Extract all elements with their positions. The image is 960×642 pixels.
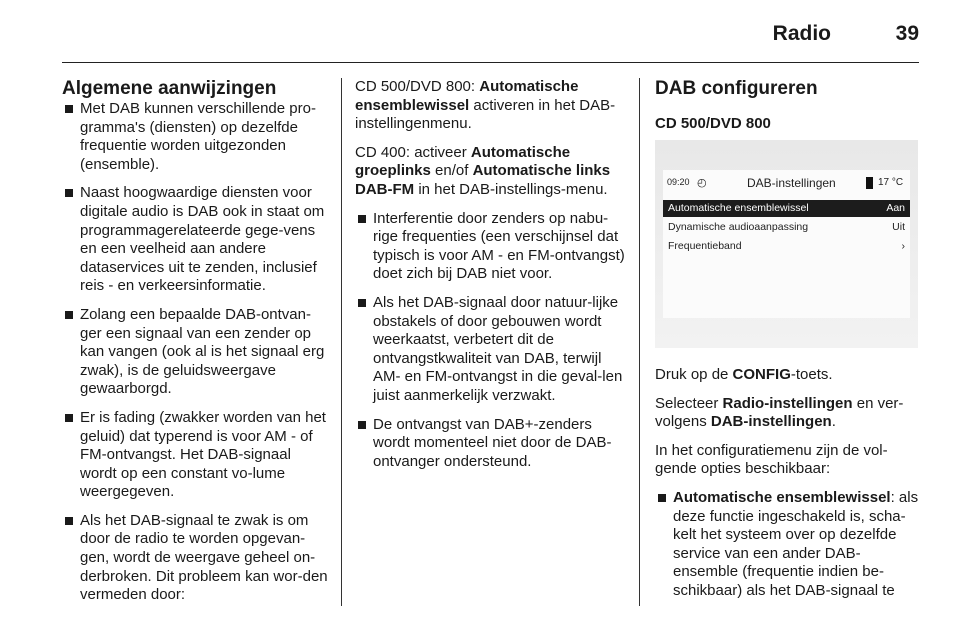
display-title: DAB-instellingen [747, 176, 836, 190]
list-item: Met DAB kunnen verschillende pro-gramma's (diensten) op dezelfde frequentie worden uitgezonden (ensemble). [62, 100, 330, 174]
text: CD 400: activeer [355, 143, 471, 161]
column-divider [341, 78, 342, 606]
list-item: Als het DAB-signaal te zwak is om door de radio te worden opgevan-gen, wordt de weergave geheel on-derbroken. Dit probleem kan wor-den vermeden door: [62, 512, 330, 605]
paragraph-config [655, 366, 923, 385]
menu-item-label: Dynamische audioaanpassing [668, 221, 809, 233]
list-item: Interferentie door zenders op nabu-rige frequenties (een verschijnsel dat typisch is voor AM - en FM-ontvangst) doet zich bij DAB niet voor. [355, 210, 625, 284]
list-item: Zolang een bepaalde DAB-ontvan-ger een signaal van een zender op kan vangen (ook al is het signaal erg zwak), is de geluidsweergave gewaarborgd. [62, 306, 330, 399]
term: Automatische ensemblewissel [673, 488, 891, 506]
subheading-model: CD 500/DVD 800 [655, 115, 771, 132]
page-header [62, 0, 919, 63]
text: . [831, 413, 836, 431]
text: en/of [430, 162, 473, 180]
paragraph-cd400 [355, 144, 625, 200]
term: Radio-instellingen [722, 394, 853, 412]
text: en ver-volgens [655, 394, 904, 431]
chevron-right-icon: › [901, 240, 905, 252]
text: : als deze functie ingeschakeld is, scha-kelt het systeem over op dezelfde service van een ander DAB-ensemble (frequentie indien be-schikbaar) als het DAB-signaal te [673, 488, 919, 599]
term: DAB-instellingen [710, 413, 832, 431]
list-item: Naast hoogwaardige diensten voor digitale audio is DAB ook in staat om programmagerelateerde gege-vens en een veelheid aan andere dataservices uit te zenden, inclusief reis - en verkeersinformatie. [62, 184, 330, 296]
text: -toets. [790, 366, 833, 383]
menu-item-value: Aan [886, 202, 905, 214]
display-panel [663, 170, 910, 318]
menu-item-frequency-band[interactable] [663, 238, 910, 255]
menu-item-dynamic-audio[interactable] [663, 219, 910, 236]
column-right-text [655, 366, 923, 611]
paragraph-select [655, 395, 923, 432]
column-divider [639, 78, 640, 606]
text: Druk op de [655, 366, 733, 383]
clock-time: 09:20 [667, 177, 690, 187]
list-item: Er is fading (zwakker worden van het geluid) dat typerend is voor AM - of FM-ontvangst. Het DAB-signaal wordt op een constant vo-lume weergegeven. [62, 409, 330, 502]
column-middle [355, 78, 625, 481]
list-item: De ontvangst van DAB+-zenders wordt momenteel niet door de DAB-ontvanger ondersteund. [355, 416, 625, 472]
menu-item-label: Automatische ensemblewissel [668, 202, 809, 214]
term: Automatische groeplinks [355, 143, 571, 180]
text: Selecteer [655, 394, 723, 412]
list-item [655, 489, 923, 601]
paragraph-cd500 [355, 78, 625, 134]
menu-item-label: Frequentieband [668, 240, 742, 252]
text: activeren in het DAB-instellingenmenu. [355, 96, 616, 133]
page-number: 39 [895, 22, 919, 45]
paragraph-options: In het configuratiemenu zijn de vol-gende opties beschikbaar: [655, 441, 888, 478]
column-left [62, 78, 330, 615]
dab-settings-screenshot [655, 140, 918, 348]
text: in het DAB-instellings-menu. [414, 180, 608, 198]
menu-item-auto-ensemble[interactable] [663, 200, 910, 217]
heading-general: Algemene aanwijzingen [62, 78, 277, 99]
list-item: Als het DAB-signaal door natuur-lijke obstakels of door gebouwen wordt weerkaatst, verbetert dit de ontvangstkwaliteit van DAB, terwijl AM- en FM-ontvangst in die geval-len juist aanmerkelijk verzwakt. [355, 294, 625, 406]
battery-icon [866, 177, 873, 189]
term: CONFIG [732, 366, 791, 383]
text: CD 500/DVD 800: [355, 78, 480, 95]
term: Automatische ensemblewissel [355, 78, 579, 114]
menu-item-value: Uit [892, 221, 905, 233]
temperature: 17 °C [878, 177, 904, 188]
display-status-bar [663, 176, 910, 192]
clock-icon: ◴ [697, 177, 707, 189]
term: Automatische links DAB-FM [355, 162, 611, 198]
section-title: Radio [772, 22, 831, 45]
heading-dab-config: DAB configureren [655, 78, 818, 99]
column-right [655, 78, 923, 134]
